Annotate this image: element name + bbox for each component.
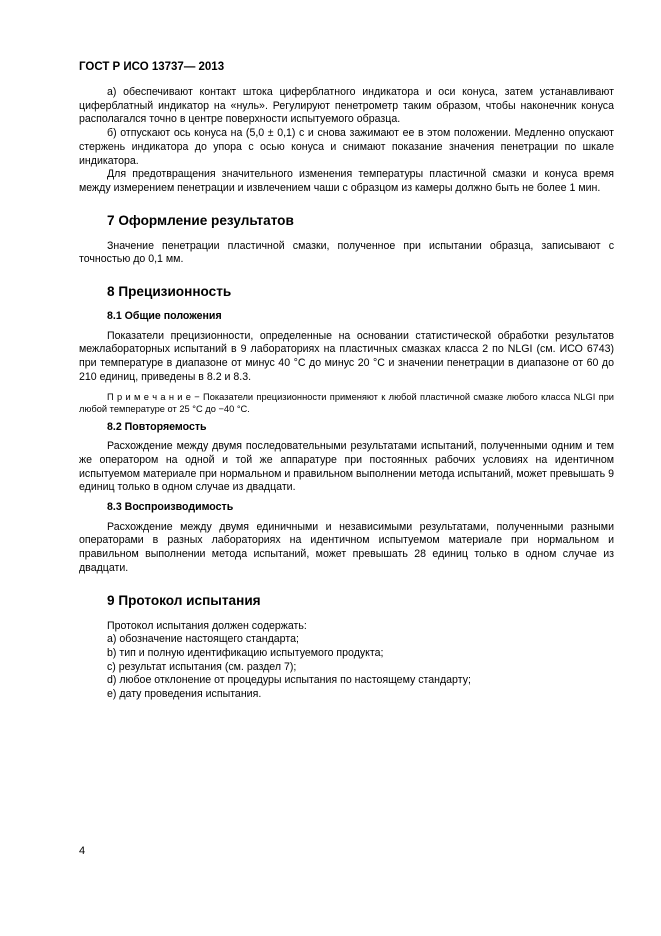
list-item: b) тип и полную идентификацию испытуемого продукта;: [107, 646, 384, 659]
section-9-list: [79, 620, 614, 702]
section-8-3-paragraph: Расхождение между двумя единичными и независимыми результатами, полученными разными операторами в разных лабораториях на идентичном испытуемом материале при нормальном и правильном выполнении метода испытаний, может превышать 28 единиц только в одном случае из двадцати.: [79, 520, 614, 574]
section-9-lead: Протокол испытания должен содержать:: [107, 619, 307, 632]
document-header: ГОСТ Р ИСО 13737— 2013: [79, 61, 225, 73]
section-8-2-heading: 8.2 Повторяемость: [107, 420, 207, 433]
section-8-3-heading: 8.3 Воспроизводимость: [107, 501, 234, 514]
list-item: e) дату проведения испытания.: [107, 688, 262, 701]
list-item: d) любое отклонение от процедуры испытания по настоящему стандарту;: [107, 674, 471, 687]
page-number: 4: [79, 845, 86, 857]
section-7-paragraph: Значение пенетрации пластичной смазки, полученное при испытании образца, записывают с точностью до 0,1 мм.: [79, 239, 614, 266]
list-item: a) обозначение настоящего стандарта;: [107, 633, 299, 646]
section-8-2-paragraph: Расхождение между двумя последовательными результатами испытаний, полученными одним и тем же оператором на одной и той же аппаратуре при постоянных рабочих условиях на идентичном испытуемом материале при нормальном и правильном выполнении метода испытаний, может превышать 9 единиц только в одном случае из двадцати.: [79, 440, 614, 494]
list-item: c) результат испытания (см. раздел 7);: [107, 660, 297, 673]
paragraph-b: б) отпускают ось конуса на (5,0 ± 0,1) с и снова зажимают ее в этом положении. Медленно опускают стержень индикатора до упора с осью конуса и снимают показание значения пенетрации по шкале индикатора.: [79, 127, 614, 167]
section-8-note: П р и м е ч а н и е − Показатели прецизионности применяют к любой пластичной смазке любого класса NLGI при любой температуре от 25 °С до −40 °С.: [79, 391, 614, 414]
section-7-heading: 7 Оформление результатов: [107, 212, 294, 228]
section-8-1-heading: 8.1 Общие положения: [107, 310, 222, 323]
paragraph-c: Для предотвращения значительного изменения температуры пластичной смазки и конуса время между измерением пенетрации и извлечением чаши с образцом из камеры должно быть не более 1 мин.: [79, 168, 614, 194]
section-8-heading: 8 Прецизионность: [107, 284, 232, 300]
paragraph-a: а) обеспечивают контакт штока циферблатного индикатора и оси конуса, затем устанавливают циферблатный индикатор на «нуль». Регулируют пенетрометр таким образом, чтобы наконечник конуса располагался точно в центре поверхности испытуемого образца.: [79, 86, 614, 126]
section-8-1-paragraph: Показатели прецизионности, определенные на основании статистической обработки результатов межлабораторных испытаний в 9 лабораториях на пластичных смазках класса 2 по NLGI (см. ИСО 6743) при температуре в диапазоне от минус 40 °С до минус 20 °С и значении пенетрации в диапазоне от 60 до 210 единиц, приведены в 8.2 и 8.3.: [79, 329, 614, 383]
document-body: [79, 86, 614, 702]
section-9-heading: 9 Протокол испытания: [107, 592, 261, 608]
